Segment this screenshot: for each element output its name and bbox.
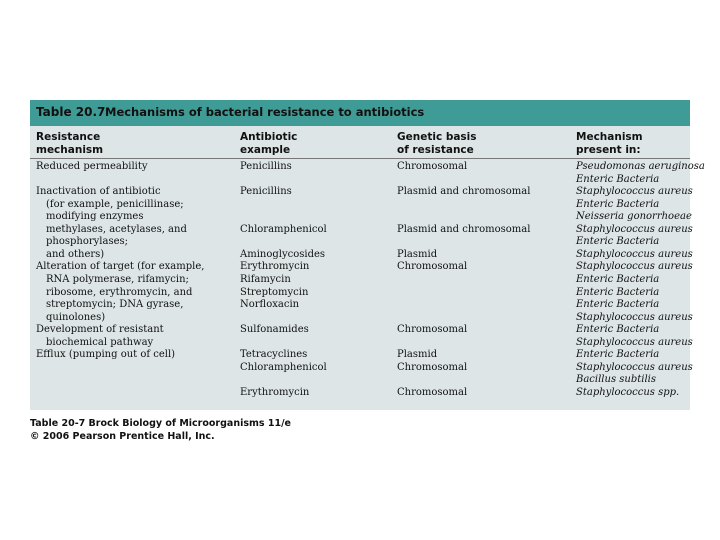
genetic-basis-cell: Plasmid and chromosomal — [397, 186, 531, 198]
genetic-basis-cell: Chromosomal — [397, 324, 468, 336]
organism-cell: Enteric Bacteria — [576, 198, 660, 210]
mechanism-cell: Efflux (pumping out of cell) — [36, 349, 176, 361]
mechanism-cell: modifying enzymes — [46, 211, 144, 223]
header-genetic-basis: Genetic basis of resistance — [397, 131, 477, 156]
organism-cell: Staphylococcus aureus — [576, 261, 693, 273]
mechanism-cell: biochemical pathway — [46, 336, 154, 348]
organism-cell: Enteric Bacteria — [576, 349, 660, 361]
header-antibiotic-example: Antibiotic example — [240, 131, 298, 156]
organism-cell: Pseudomonas aeruginosa — [576, 161, 705, 172]
caption-source: Table 20-7 Brock Biology of Microorganisms 11/e — [30, 418, 291, 429]
antibiotic-cell: Chloramphenicol — [240, 223, 327, 235]
genetic-basis-cell: Chromosomal — [397, 161, 468, 172]
organism-cell: Enteric Bacteria — [576, 173, 660, 185]
organism-cell: Enteric Bacteria — [576, 324, 660, 336]
figure-caption — [30, 417, 291, 443]
mechanism-cell: streptomycin; DNA gyrase, — [46, 299, 184, 311]
mechanism-cell: phosphorylases; — [46, 236, 128, 248]
table-title-bar — [30, 100, 690, 126]
caption-copyright: © 2006 Pearson Prentice Hall, Inc. — [30, 431, 215, 442]
organism-cell: Staphylococcus aureus — [576, 361, 693, 373]
antibiotic-cell: Norfloxacin — [240, 299, 300, 311]
organism-cell: Enteric Bacteria — [576, 236, 660, 248]
organism-cell: Staphylococcus aureus — [576, 311, 693, 323]
organism-cell: Staphylococcus aureus — [576, 336, 693, 348]
header-mechanism-present-in: Mechanism present in: — [576, 131, 643, 156]
organism-cell: Staphylococcus aureus — [576, 186, 693, 198]
organism-cell: Enteric Bacteria — [576, 299, 660, 311]
mechanism-cell: Inactivation of antibiotic — [36, 186, 161, 198]
mechanism-cell: RNA polymerase, rifamycin; — [46, 273, 189, 285]
genetic-basis-cell: Plasmid — [397, 349, 438, 361]
organism-cell: Enteric Bacteria — [576, 273, 660, 285]
mechanism-cell: and others) — [46, 248, 105, 260]
organism-cell: Neisseria gonorrhoeae — [576, 211, 692, 223]
organism-cell: Enteric Bacteria — [576, 286, 660, 298]
table-title: Mechanisms of bacterial resistance to antibiotics — [105, 105, 425, 119]
antibiotic-cell: Erythromycin — [240, 386, 310, 398]
genetic-basis-cell: Chromosomal — [397, 261, 468, 273]
resistance-table — [30, 100, 705, 410]
organism-cell: Bacillus subtilis — [576, 374, 656, 386]
genetic-basis-cell: Chromosomal — [397, 386, 468, 398]
antibiotic-cell: Rifamycin — [240, 273, 291, 285]
organism-cell: Staphylococcus aureus — [576, 248, 693, 260]
header-divider — [30, 158, 690, 159]
antibiotic-cell: Aminoglycosides — [240, 248, 326, 260]
antibiotic-cell: Tetracyclines — [240, 349, 308, 361]
antibiotic-cell: Chloramphenicol — [240, 361, 327, 373]
mechanism-cell: Development of resistant — [36, 324, 164, 336]
genetic-basis-cell: Chromosomal — [397, 361, 468, 373]
genetic-basis-cell: Plasmid and chromosomal — [397, 223, 531, 235]
organism-cell: Staphylococcus spp. — [576, 386, 680, 398]
genetic-basis-cell: Plasmid — [397, 248, 438, 260]
mechanism-cell: Alteration of target (for example, — [36, 261, 205, 273]
mechanism-cell: methylases, acetylases, and — [46, 223, 187, 235]
table-number: Table 20.7 — [36, 105, 106, 119]
mechanism-cell: quinolones) — [46, 311, 106, 323]
mechanism-cell: ribosome, erythromycin, and — [46, 286, 193, 298]
mechanism-cell: (for example, penicillinase; — [46, 198, 184, 210]
antibiotic-cell: Sulfonamides — [240, 324, 309, 336]
antibiotic-cell: Erythromycin — [240, 261, 310, 273]
antibiotic-cell: Streptomycin — [240, 286, 309, 298]
mechanism-cell: Reduced permeability — [36, 161, 148, 172]
antibiotic-cell: Penicillins — [240, 161, 292, 172]
organism-cell: Staphylococcus aureus — [576, 223, 693, 235]
header-resistance-mechanism: Resistance mechanism — [36, 131, 104, 156]
antibiotic-cell: Penicillins — [240, 186, 292, 198]
